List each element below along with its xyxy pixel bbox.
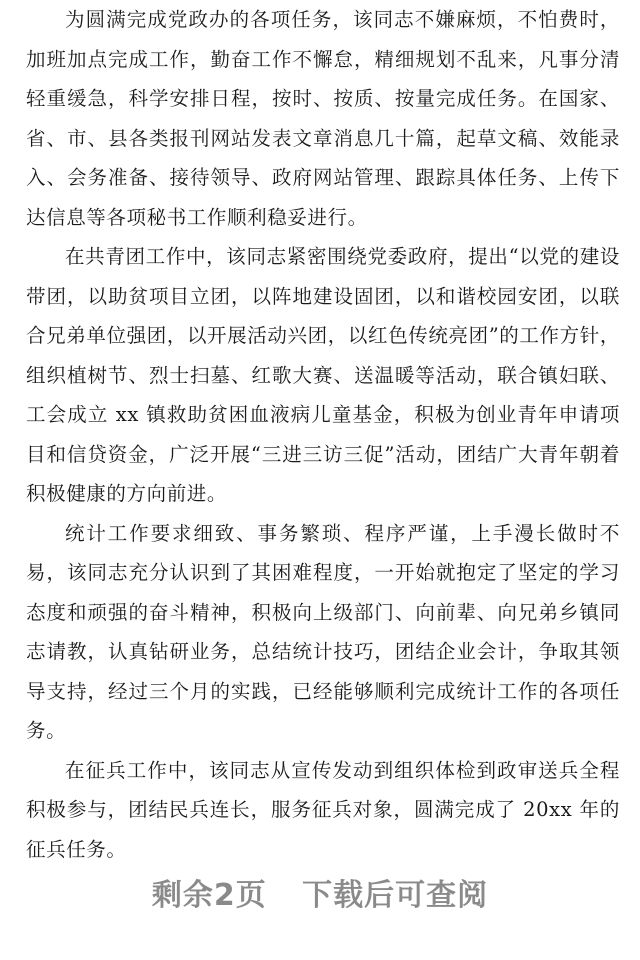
remaining-pages-banner[interactable]	[0, 870, 640, 914]
download-hint-text: 下载后可查阅	[302, 878, 489, 913]
paragraph-party-office: 为圆满完成党政办的各项任务，该同志不嫌麻烦，不怕费时，加班加点完成工作，勤奋工作不懈怠，精细规划不乱来，凡事分清轻重缓急，科学安排日程，按时、按质、按量完成任务。在国家、省、市、县各类报刊网站发表文章消息几十篇，起草文稿、效能录入、会务准备、接待领导、政府网站管理、跟踪具体任务、上传下达信息等各项秘书工作顺利稳妥进行。	[26, 8, 620, 229]
paragraph-statistics: 统计工作要求细致、事务繁琐、程序严谨，上手漫长做时不易，该同志充分认识到了其困难程度，一开始就抱定了坚定的学习态度和顽强的奋斗精神，积极向上级部门、向前辈、向兄弟乡镇同志请教，认真钻研业务，总结统计技巧，团结企业会计，争取其领导支持，经过三个月的实践，已经能够顺利完成统计工作的各项任务。	[26, 521, 620, 742]
remaining-pages-text: 剩余2页	[151, 878, 267, 913]
paragraph-youth-league: 在共青团工作中，该同志紧密围绕党委政府，提出“以党的建设带团，以助贫项目立团，以阵地建设固团，以和谐校园安团，以联合兄弟单位强团，以开展活动兴团，以红色传统亮团”的工作方针，组织植树节、烈士扫墓、红歌大赛、送温暖等活动，联合镇妇联、工会成立 xx 镇救助贫困血液病儿童基金，积极为创业青年申请项目和信贷资金，广泛开展“三进三访三促”活动，团结广大青年朝着积极健康的方向前进。	[26, 245, 620, 505]
document-body	[26, 0, 620, 869]
paragraph-conscription: 在征兵工作中，该同志从宣传发动到组织体检到政审送兵全程积极参与，团结民兵连长，服务征兵对象，圆满完成了 20xx 年的征兵任务。	[26, 758, 620, 861]
